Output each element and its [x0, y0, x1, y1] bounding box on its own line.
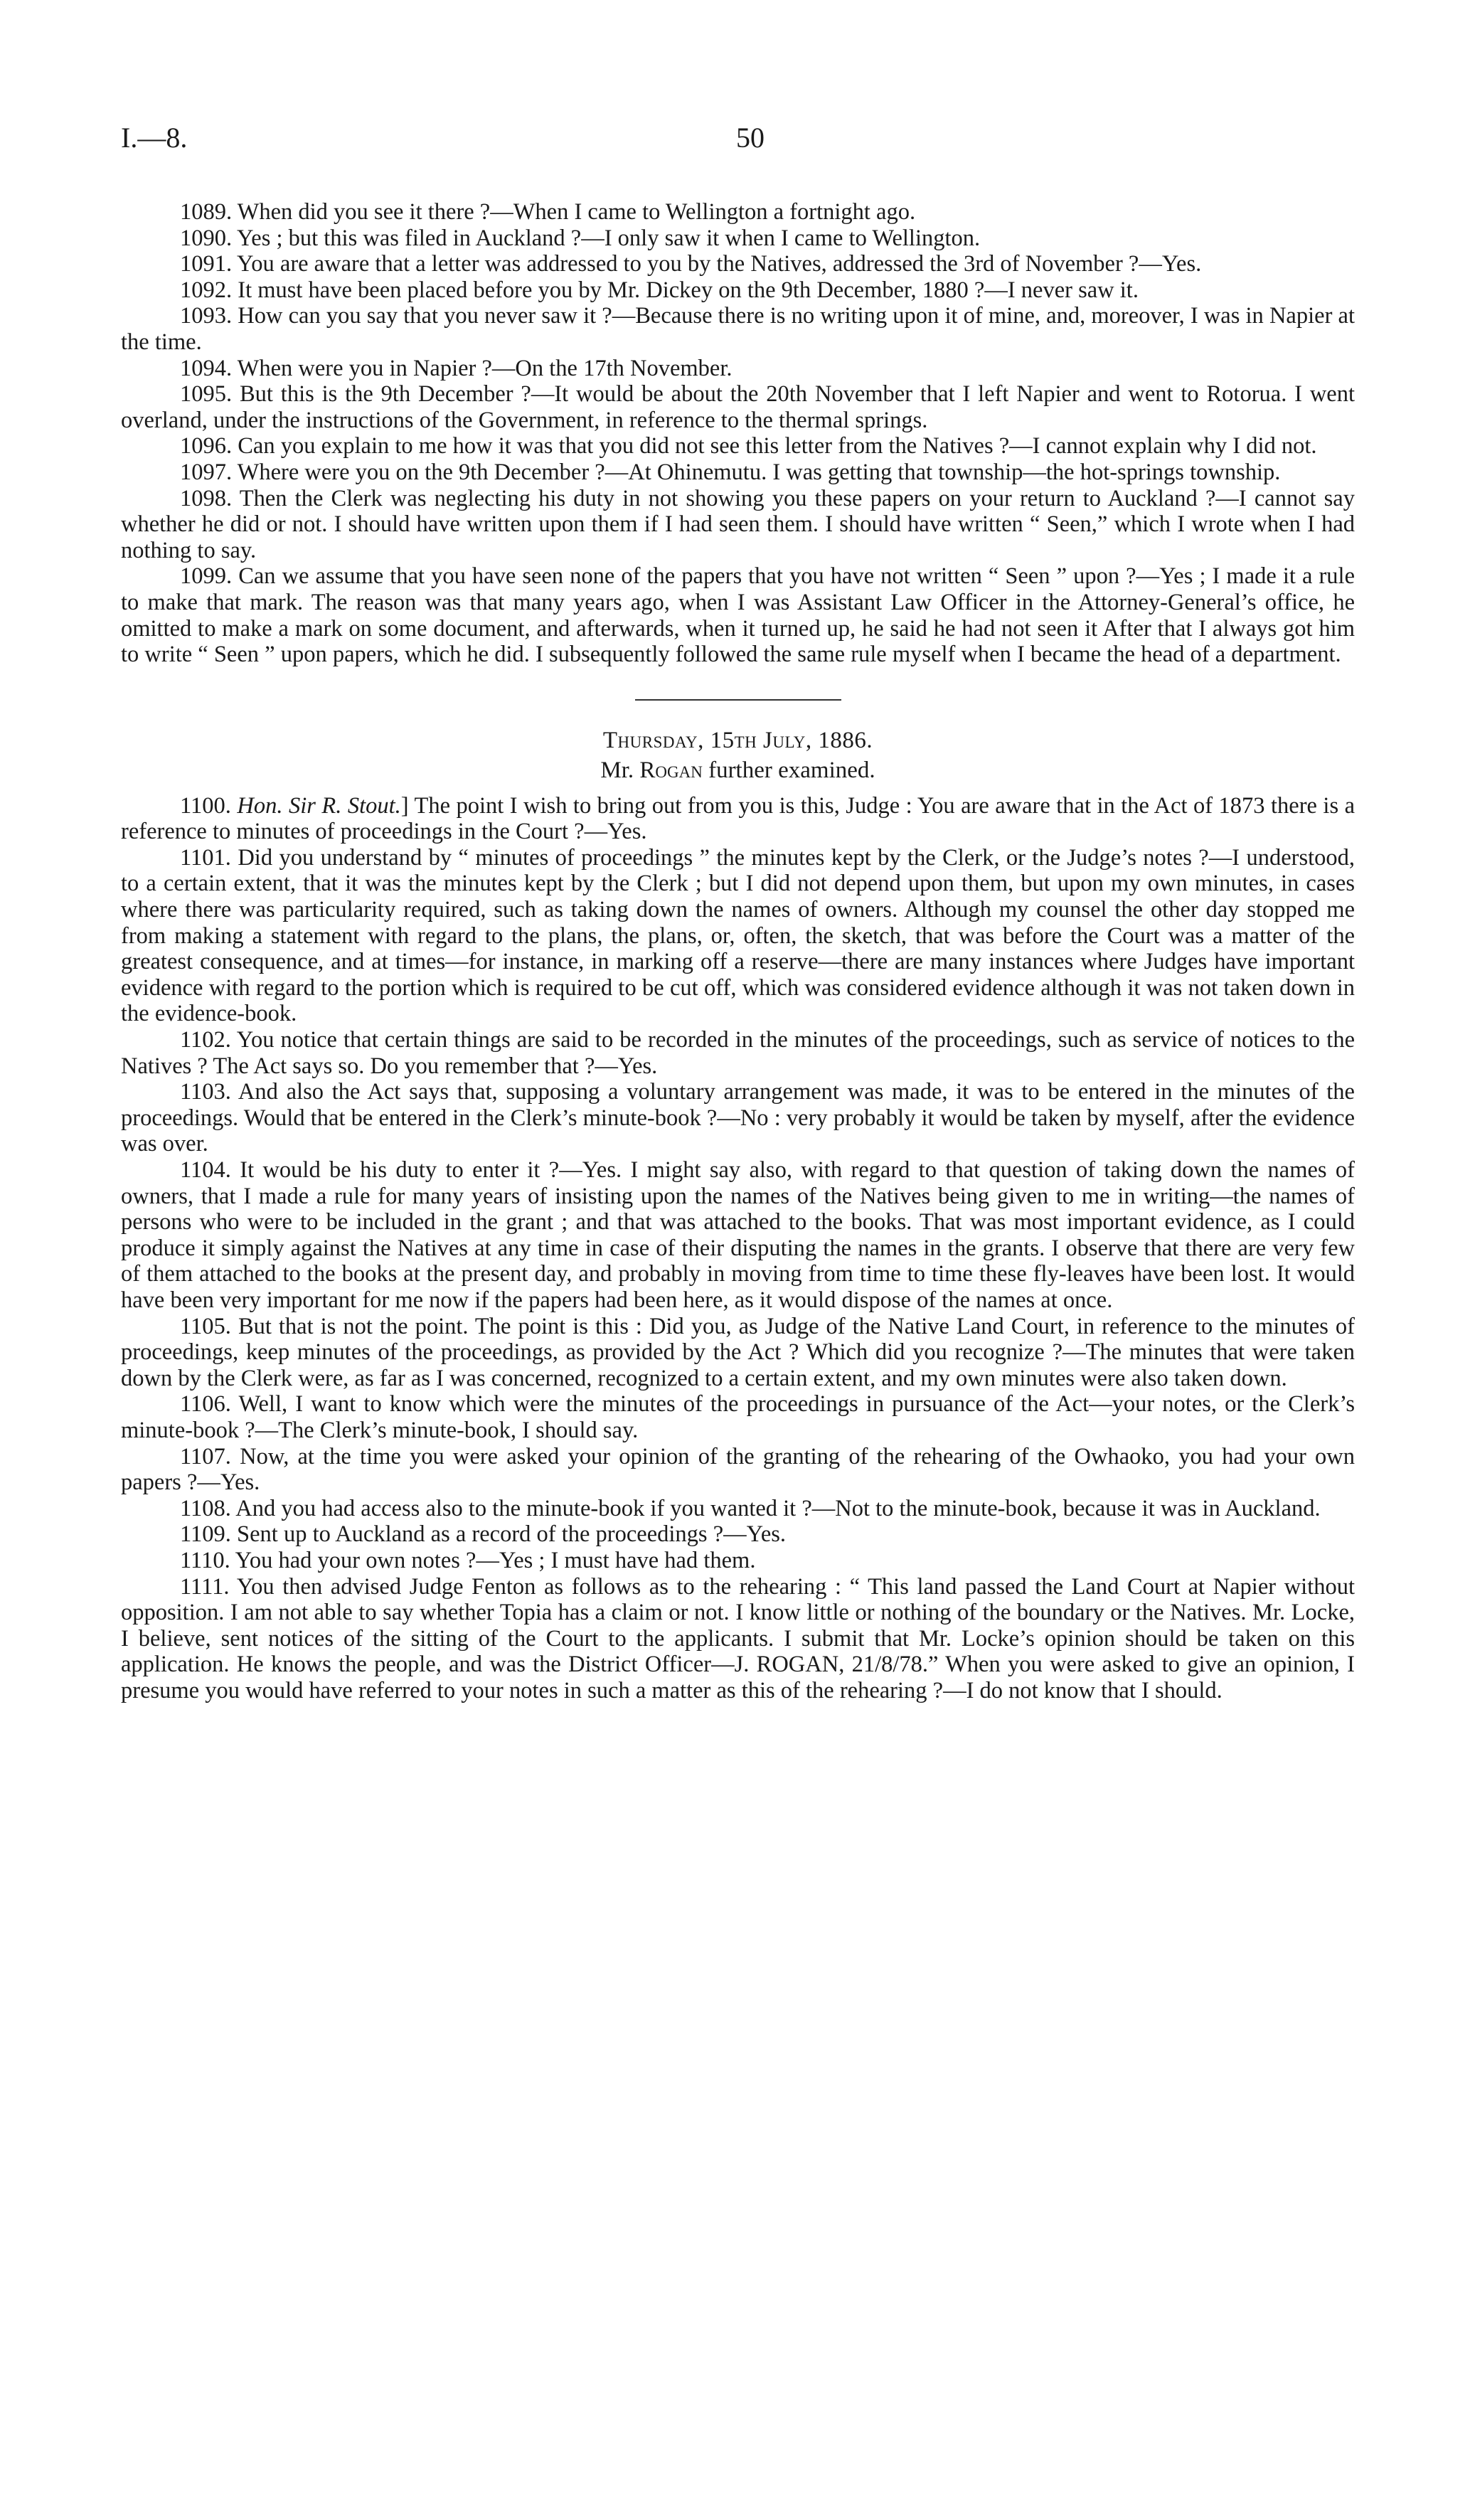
question-number: 1104.: [180, 1157, 231, 1183]
page-header: [121, 121, 1355, 171]
question-paragraph: [121, 1444, 1355, 1496]
question-paragraph: [121, 1027, 1355, 1079]
question-text: You are aware that a letter was addressed to you by the Natives, addressed the 3rd of November ?—Yes.: [237, 251, 1202, 277]
question-text: It would be his duty to enter it ?—Yes. I might say also, with regard to that question of taking down the names of owners, that I made a rule for many years of insisting upon the names of the Natives being given to me in writing—the names of persons who were to be included in the grant ; and that was attached to the books. That was most important evidence, as I could produce it simply against the Natives at any time in case of their disputing the names in the grants. I observe that there are very few of them attached to the books at the present day, and probably in moving from time to time these fly-leaves have been lost. It would have been very important for me now if the papers had been here, as it would dispose of the names at once.: [121, 1157, 1355, 1313]
question-number: 1109.: [180, 1521, 231, 1548]
question-number: 1110.: [180, 1547, 230, 1573]
witness-title: Mr.: [600, 757, 634, 783]
question-paragraph: [121, 1314, 1355, 1392]
question-number: 1097.: [180, 459, 233, 485]
question-number: 1091.: [180, 251, 233, 277]
question-number: 1090.: [180, 225, 233, 251]
question-text: Did you understand by “ minutes of proceedings ” the minutes kept by the Clerk, or the Judge’s notes ?—I understood, to a certain extent, that it was the minutes kept by the Clerk ; but I did not depend upon them, but upon my own minutes, in cases where there was particularity required, such as taking down the names of owners. Although my counsel the other day stopped me from making a statement with regard to the plans, the plans, or, often, the sketch, that was before the Court was a matter of the greatest consequence, and at times—for instance, in marking off a reserve—there are many instances where Judges have important evidence with regard to the portion which is required to be cut off, which was considered evidence although it was not taken down in the evidence-book.: [121, 844, 1356, 1027]
question-paragraph: [121, 303, 1355, 355]
question-number: 1099.: [180, 563, 233, 590]
question-paragraph: [121, 356, 1355, 382]
question-paragraph: [121, 1079, 1355, 1157]
question-number: 1101.: [180, 844, 231, 871]
question-text: Then the Clerk was neglecting his duty in not showing you these papers on your return to Auckland ?—I cannot say whether he did or not. I should have written upon them if I had seen them. I should have written “ Seen,” which I wrote when I had nothing to say.: [121, 485, 1355, 563]
question-paragraph: [121, 1157, 1355, 1314]
question-paragraph: [121, 1548, 1355, 1574]
question-paragraph: [121, 1574, 1355, 1704]
question-paragraph: [121, 1391, 1355, 1443]
question-paragraph: [121, 433, 1355, 459]
question-text: ] The point I wish to bring out from you is this, Judge : You are aware that in the Act of 1873 there is a reference to minutes of proceedings in the Court ?—Yes.: [121, 792, 1356, 845]
question-number: 1100.: [180, 792, 231, 819]
question-number: 1093.: [180, 303, 233, 329]
question-number: 1105.: [180, 1313, 231, 1339]
question-text: And you had access also to the minute-book if you wanted it ?—Not to the minute-book, because it was in Auckland.: [235, 1495, 1321, 1521]
question-block-1: [121, 199, 1355, 668]
question-number: 1089.: [180, 199, 233, 225]
transcript-body: [121, 199, 1355, 1703]
question-text: When were you in Napier ?—On the 17th November.: [237, 355, 733, 381]
question-text: But that is not the point. The point is this : Did you, as Judge of the Native Land Court, in reference to the minutes of proceedings, keep minutes of the proceedings, as provided by the Act ? Which did you recognize ?—The minutes that were taken down by the Clerk were, as far as I was concerned, recognized to a certain extent, and my own minutes were also taken down.: [121, 1313, 1356, 1391]
question-text: Can we assume that you have seen none of the papers that you have not written “ Seen ” upon ?—Yes ; I made it a rule to make that mark. The reason was that many years ago, when I was Assistant Law Officer in the Attorney-General’s office, he omitted to make a mark on some document, and afterwards, when it turned up, he said he had not seen it After that I always got him to write “ Seen ” upon papers, which he did. I subsequently followed the same rule myself when I became the head of a department.: [121, 563, 1355, 668]
page-number: 50: [736, 122, 765, 154]
witness-heading: [121, 755, 1355, 786]
examiner-name: Hon. Sir R. Stout.: [237, 792, 401, 819]
question-number: 1102.: [180, 1027, 231, 1053]
section-divider: [635, 699, 841, 701]
question-paragraph: [121, 1496, 1355, 1522]
document-page: [121, 121, 1355, 1703]
witness-suffix: further examined.: [708, 757, 875, 783]
question-text: Well, I want to know which were the minutes of the proceedings in pursuance of the Act—your notes, or the Clerk’s minute-book ?—The Clerk’s minute-book, I should say.: [121, 1391, 1355, 1443]
question-block-2: [121, 845, 1355, 1704]
question-paragraph: [121, 251, 1355, 277]
question-number: 1098.: [180, 485, 233, 511]
question-paragraph: [121, 563, 1355, 667]
question-paragraph: [121, 845, 1355, 1027]
question-text: You had your own notes ?—Yes ; I must have had them.: [235, 1547, 756, 1573]
question-text: Where were you on the 9th December ?—At Ohinemutu. I was getting that township—the hot-springs township.: [237, 459, 1281, 485]
question-number: 1096.: [180, 433, 233, 459]
question-text: Can you explain to me how it was that you did not see this letter from the Natives ?—I cannot explain why I did not.: [238, 433, 1317, 459]
question-paragraph: [121, 459, 1355, 486]
question-paragraph: [121, 225, 1355, 252]
question-number: 1103.: [180, 1079, 231, 1105]
question-number: 1111.: [180, 1573, 230, 1600]
question-number: 1108.: [180, 1495, 231, 1521]
question-number: 1094.: [180, 355, 233, 381]
question-number: 1092.: [180, 277, 233, 303]
question-text: Sent up to Auckland as a record of the proceedings ?—Yes.: [237, 1521, 787, 1548]
question-text: Yes ; but this was filed in Auckland ?—I only saw it when I came to Wellington.: [237, 225, 981, 251]
question-paragraph: [121, 1521, 1355, 1548]
question-paragraph: [121, 486, 1355, 564]
question-paragraph: [121, 277, 1355, 304]
question-text: You notice that certain things are said to be recorded in the minutes of the proceedings, such as service of notices to the Natives ? The Act says so. Do you remember that ?—Yes.: [121, 1027, 1356, 1079]
question-text: But this is the 9th December ?—It would be about the 20th November that I left Napier and went to Rotorua. I went overland, under the instructions of the Government, in reference to the thermal springs.: [121, 381, 1356, 433]
question-paragraph: [121, 793, 1355, 845]
question-number: 1107.: [180, 1443, 231, 1469]
question-text: And also the Act says that, supposing a voluntary arrangement was made, it was to be entered in the minutes of the proceedings. Would that be entered in the Clerk’s minute-book ?—No : very probably it would be taken by myself, after the evidence was over.: [121, 1079, 1355, 1157]
question-text: How can you say that you never saw it ?—Because there is no writing upon it of mine, and, moreover, I was in Napier at the time.: [121, 303, 1355, 355]
question-number: 1106.: [180, 1391, 231, 1418]
witness-name: Rogan: [639, 757, 703, 783]
question-paragraph: [121, 199, 1355, 225]
question-number: 1095.: [180, 381, 233, 408]
question-text: It must have been placed before you by Mr. Dickey on the 9th December, 1880 ?—I never saw it.: [238, 277, 1139, 303]
paper-reference: I.—8.: [121, 122, 188, 154]
question-text: You then advised Judge Fenton as follows as to the rehearing : “ This land passed the Land Court at Napier without opposition. I am not able to say whether Topia has a claim or not. I know little or nothing of the boundary or the Natives. Mr. Locke, I believe, sent notices of the sitting of the Court to the applicants. I submit that Mr. Locke’s opinion should be taken on this application. He knows the people, and was the District Officer—J. ROGAN, 21/8/78.” When you were asked to give an opinion, I presume you would have referred to your notes in such a matter as this of the rehearing ?—I do not know that I should.: [121, 1573, 1356, 1703]
question-paragraph: [121, 381, 1355, 433]
session-date: Thursday, 15th July, 1886.: [602, 727, 873, 753]
question-text: Now, at the time you were asked your opinion of the granting of the rehearing of the Owhaoko, you had your own papers ?—Yes.: [121, 1443, 1355, 1496]
question-text: When did you see it there ?—When I came to Wellington a fortnight ago.: [237, 199, 916, 225]
